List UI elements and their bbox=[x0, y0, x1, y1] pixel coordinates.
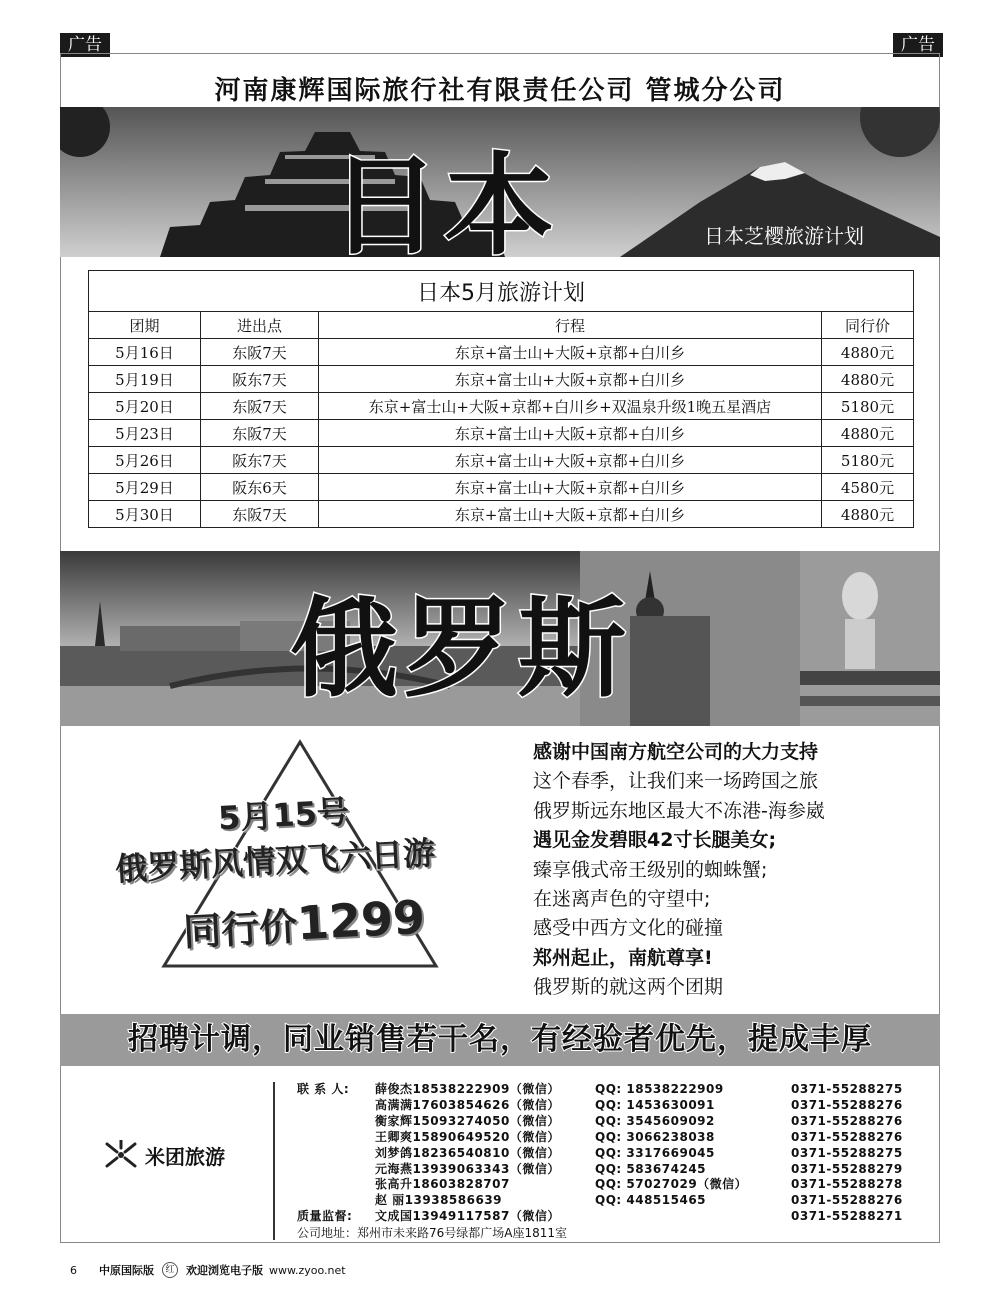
desc-line: 感谢中国南方航空公司的大力支持 bbox=[533, 741, 819, 763]
japan-subtitle: 日本芝樱旅游计划 bbox=[704, 224, 864, 248]
contact-person: 元海燕13939063343（微信） bbox=[375, 1161, 560, 1176]
divider-line bbox=[273, 1082, 275, 1240]
page-footer bbox=[70, 1262, 346, 1278]
edition-badge: 红 bbox=[162, 1262, 178, 1278]
contact-qq: QQ: 3066238038 bbox=[595, 1129, 715, 1144]
cell-itinerary: 东京+富士山+大阪+京都+白川乡+双温泉升级1晚五星酒店 bbox=[319, 393, 822, 420]
contact-row bbox=[297, 1146, 951, 1162]
cell-price: 5180元 bbox=[822, 447, 914, 474]
cell-date: 5月30日 bbox=[89, 501, 201, 528]
contact-qq: QQ: 583674245 bbox=[595, 1161, 707, 1176]
contact-phone: 0371-55288278 bbox=[791, 1177, 903, 1192]
ad-label-left: 广告 bbox=[60, 33, 110, 57]
contact-phone: 0371-55288276 bbox=[791, 1097, 903, 1112]
brand-name: 米团旅游 bbox=[145, 1144, 225, 1169]
table-row bbox=[89, 420, 914, 447]
contact-qq: QQ: 3545609092 bbox=[595, 1113, 715, 1128]
site-url: www.zyoo.net bbox=[269, 1263, 346, 1277]
contact-row bbox=[297, 1177, 951, 1193]
russia-tour-name: 俄罗斯风情双飞六日游 bbox=[114, 833, 436, 889]
cell-itinerary: 东京+富士山+大阪+京都+白川乡 bbox=[319, 474, 822, 501]
cell-route-point: 东阪7天 bbox=[201, 420, 319, 447]
col-header-price: 同行价 bbox=[822, 312, 914, 339]
table-header-row bbox=[89, 312, 914, 339]
contact-phone: 0371-55288276 bbox=[791, 1113, 903, 1128]
cell-itinerary: 东京+富士山+大阪+京都+白川乡 bbox=[319, 447, 822, 474]
cell-itinerary: 东京+富士山+大阪+京都+白川乡 bbox=[319, 339, 822, 366]
desc-line: 臻享俄式帝王级别的蜘蛛蟹; bbox=[533, 858, 768, 881]
table-row bbox=[89, 447, 914, 474]
sparkle-icon bbox=[103, 1140, 139, 1170]
cell-price: 4880元 bbox=[822, 501, 914, 528]
contact-person: 刘梦鸽18236540810（微信） bbox=[375, 1145, 560, 1160]
cell-itinerary: 东京+富士山+大阪+京都+白川乡 bbox=[319, 366, 822, 393]
company-address: 公司地址：郑州市未来路76号绿都广场A座1811室 bbox=[297, 1226, 568, 1240]
contact-person: 赵 丽13938586639 bbox=[375, 1193, 503, 1208]
table-row bbox=[89, 339, 914, 366]
desc-line: 俄罗斯远东地区最大不冻港-海参崴 bbox=[533, 799, 825, 822]
desc-line: 俄罗斯的就这两个团期 bbox=[533, 976, 724, 999]
cell-price: 4580元 bbox=[822, 474, 914, 501]
desc-line: 感受中西方文化的碰撞 bbox=[533, 917, 724, 940]
recruitment-banner: 招聘计调，同业销售若干名，有经验者优先，提成丰厚 bbox=[60, 1014, 940, 1066]
cell-price: 4880元 bbox=[822, 339, 914, 366]
welcome-text: 欢迎浏览电子版 bbox=[186, 1264, 263, 1277]
desc-line: 在迷离声色的守望中; bbox=[533, 888, 711, 911]
cell-route-point: 阪东6天 bbox=[201, 474, 319, 501]
cell-price: 5180元 bbox=[822, 393, 914, 420]
contact-person: 高满满17603854626（微信） bbox=[375, 1097, 560, 1112]
desc-line: 遇见金发碧眼42寸长腿美女; bbox=[533, 829, 777, 852]
ad-label-right: 广告 bbox=[893, 33, 943, 57]
contact-phone: 0371-55288275 bbox=[791, 1082, 903, 1096]
cell-price: 4880元 bbox=[822, 366, 914, 393]
contact-qq bbox=[595, 1209, 791, 1225]
table-row bbox=[89, 393, 914, 420]
contact-person: 张高升18603828707 bbox=[375, 1177, 510, 1192]
contact-person: 文成国13949117587（微信） bbox=[375, 1209, 560, 1224]
table-row bbox=[89, 366, 914, 393]
section-name: 中原国际版 bbox=[99, 1264, 154, 1277]
contact-row bbox=[297, 1098, 951, 1114]
contact-phone: 0371-55288271 bbox=[791, 1209, 903, 1224]
contact-row bbox=[297, 1209, 951, 1225]
cell-price: 4880元 bbox=[822, 420, 914, 447]
contact-row bbox=[297, 1114, 951, 1130]
contact-phone: 0371-55288276 bbox=[791, 1193, 903, 1208]
col-header-itinerary: 行程 bbox=[319, 312, 822, 339]
cell-date: 5月29日 bbox=[89, 474, 201, 501]
contact-qq: QQ: 3317669045 bbox=[595, 1145, 715, 1160]
page-number: 6 bbox=[70, 1263, 77, 1277]
cell-date: 5月16日 bbox=[89, 339, 201, 366]
col-header-route-point: 进出点 bbox=[201, 312, 319, 339]
contact-qq: QQ: 18538222909 bbox=[595, 1082, 724, 1096]
contact-row bbox=[297, 1162, 951, 1178]
cell-route-point: 东阪7天 bbox=[201, 393, 319, 420]
russia-description bbox=[533, 738, 825, 1003]
table-caption: 日本5月旅游计划 bbox=[89, 271, 914, 312]
cell-date: 5月20日 bbox=[89, 393, 201, 420]
contact-phone: 0371-55288276 bbox=[791, 1129, 903, 1144]
contact-row bbox=[297, 1193, 951, 1209]
contact-row bbox=[297, 1082, 951, 1098]
cell-route-point: 阪东7天 bbox=[201, 447, 319, 474]
cell-itinerary: 东京+富士山+大阪+京都+白川乡 bbox=[319, 501, 822, 528]
contact-qq: QQ: 448515465 bbox=[595, 1193, 707, 1208]
cell-route-point: 东阪7天 bbox=[201, 501, 319, 528]
cell-itinerary: 东京+富士山+大阪+京都+白川乡 bbox=[319, 420, 822, 447]
price-value: 1299 bbox=[295, 889, 427, 951]
brand-logo bbox=[103, 1140, 225, 1170]
desc-line: 这个春季，让我们来一场跨国之旅 bbox=[533, 770, 819, 793]
col-header-date: 团期 bbox=[89, 312, 201, 339]
contact-person: 衡家辉15093274050（微信） bbox=[375, 1113, 560, 1128]
supervisor-label: 质量监督: bbox=[297, 1209, 353, 1224]
contact-qq: QQ: 1453630091 bbox=[595, 1097, 715, 1112]
russia-title: 俄罗斯 bbox=[290, 587, 633, 712]
cell-date: 5月26日 bbox=[89, 447, 201, 474]
contact-label: 联 系 人: bbox=[297, 1082, 350, 1096]
japan-tour-table bbox=[88, 270, 914, 528]
japan-title: 日本 bbox=[330, 142, 558, 270]
contact-person: 王卿爽15890649520（微信） bbox=[375, 1129, 560, 1144]
contact-qq: QQ: 57027029（微信） bbox=[595, 1177, 748, 1192]
contact-phone: 0371-55288275 bbox=[791, 1145, 903, 1160]
russia-tour-date: 5月15号 bbox=[217, 792, 350, 838]
contact-row bbox=[297, 1130, 951, 1146]
cell-date: 5月23日 bbox=[89, 420, 201, 447]
cell-route-point: 东阪7天 bbox=[201, 339, 319, 366]
contact-phone: 0371-55288279 bbox=[791, 1161, 903, 1176]
table-row bbox=[89, 501, 914, 528]
price-label: 同行价 bbox=[182, 904, 299, 955]
company-name: 河南康辉国际旅行社有限责任公司 管城分公司 bbox=[214, 76, 786, 106]
cell-route-point: 阪东7天 bbox=[201, 366, 319, 393]
table-row bbox=[89, 474, 914, 501]
contact-list bbox=[297, 1082, 951, 1225]
desc-line: 郑州起止，南航尊享! bbox=[533, 946, 713, 969]
cell-date: 5月19日 bbox=[89, 366, 201, 393]
contact-person: 薛俊杰18538222909（微信） bbox=[375, 1082, 560, 1096]
